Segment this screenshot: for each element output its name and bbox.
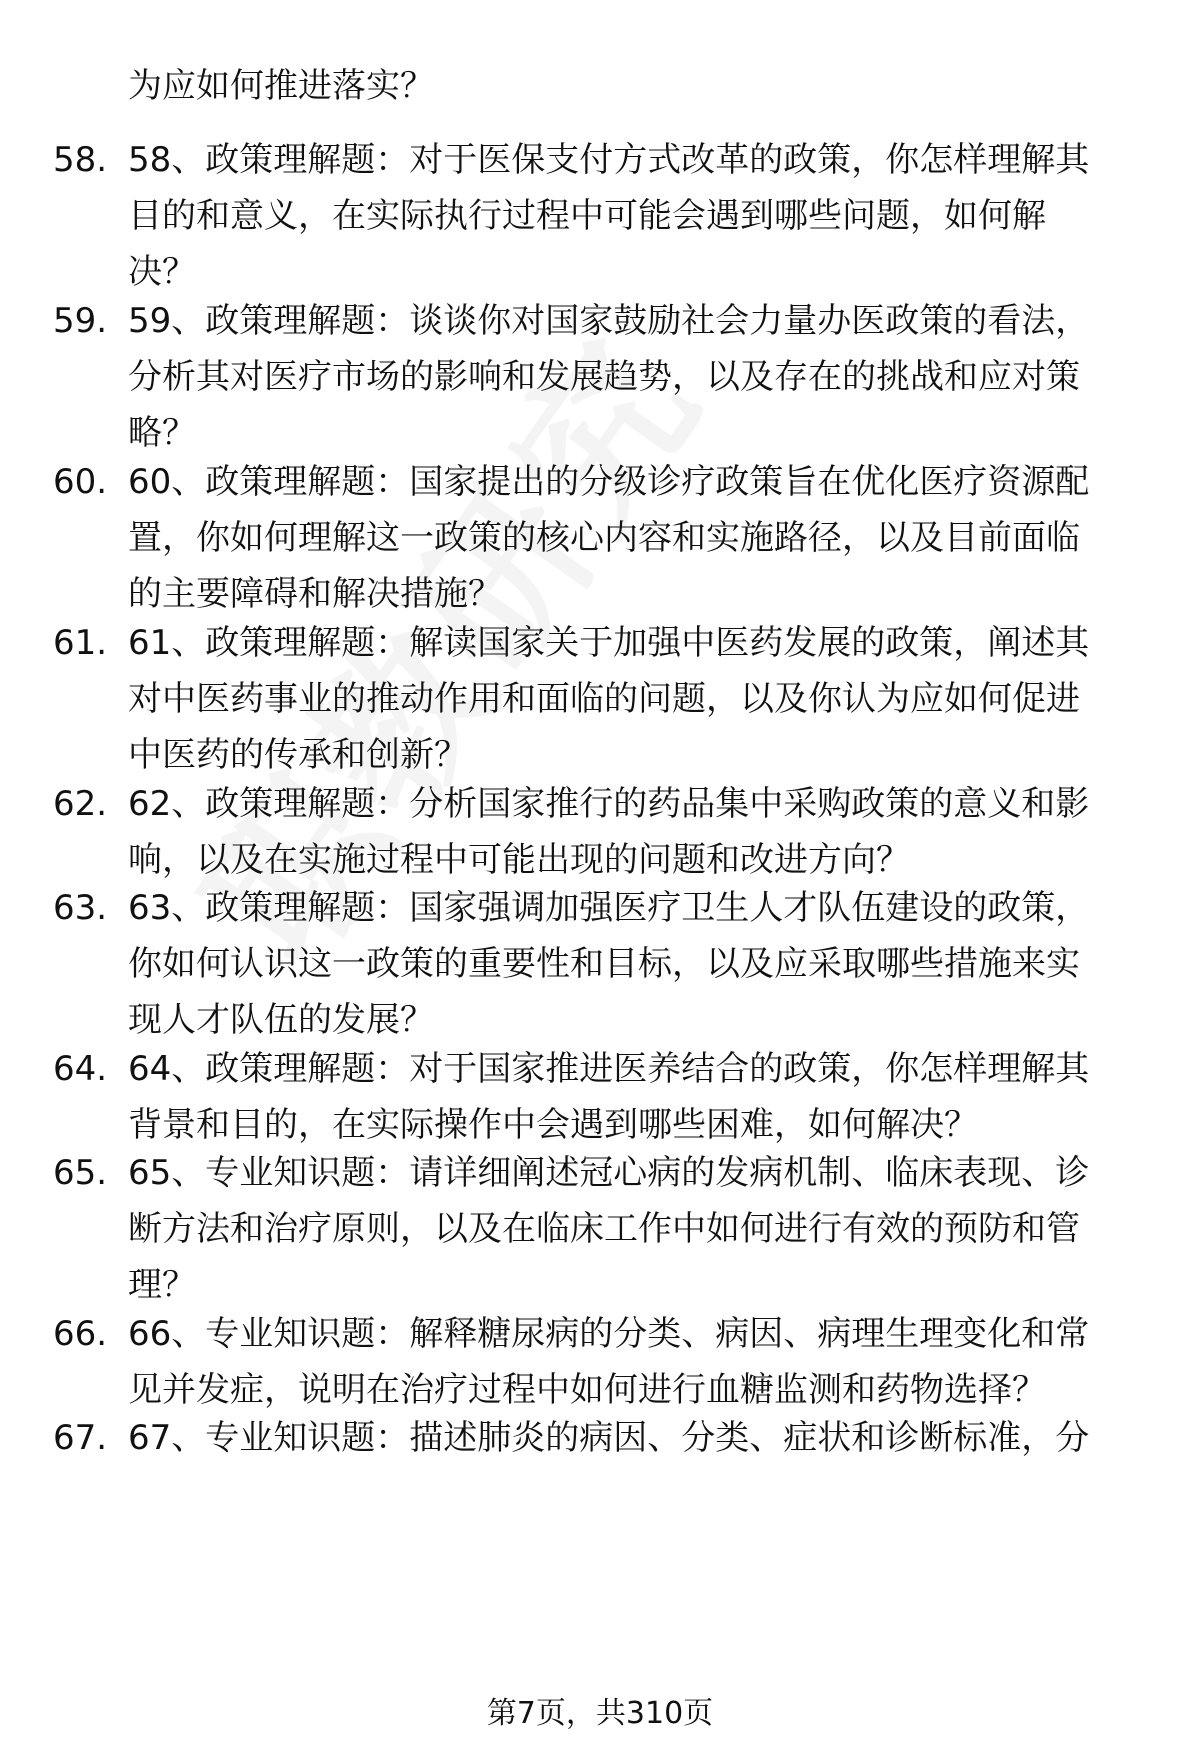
item-text	[128, 293, 1158, 461]
item-number: 60.	[53, 462, 108, 502]
item-line: 目的和意义，在实际执行过程中可能会遇到哪些问题，如何解	[128, 196, 1046, 236]
item-number: 65.	[53, 1153, 108, 1193]
item-number: 63.	[53, 888, 108, 928]
item-line: 61、政策理解题：解读国家关于加强中医药发展的政策，阐述其	[128, 623, 1090, 663]
item-line: 67、专业知识题：描述肺炎的病因、分类、症状和诊断标准，分	[128, 1418, 1090, 1458]
item-line: 63、政策理解题：国家强调加强医疗卫生人才队伍建设的政策，	[128, 888, 1090, 928]
item-number: 58.	[53, 140, 108, 180]
item-line: 置，你如何理解这一政策的核心内容和实施路径，以及目前面临	[128, 518, 1080, 558]
item-line: 见并发症，说明在治疗过程中如何进行血糖监测和药物选择？	[128, 1370, 1046, 1410]
item-line: 中医药的传承和创新？	[128, 735, 468, 775]
continued-text: 为应如何推进落实？	[128, 66, 434, 106]
item-text	[128, 776, 1158, 888]
item-line: 背景和目的，在实际操作中会遇到哪些困难，如何解决？	[128, 1105, 978, 1145]
item-number: 64.	[53, 1049, 108, 1089]
item-line: 65、专业知识题：请详细阐述冠心病的发病机制、临床表现、诊	[128, 1153, 1090, 1193]
item-number: 59.	[53, 301, 108, 341]
item-number: 67.	[53, 1418, 108, 1458]
item-line: 60、政策理解题：国家提出的分级诊疗政策旨在优化医疗资源配	[128, 462, 1090, 502]
item-text	[128, 132, 1158, 300]
item-line: 64、政策理解题：对于国家推进医养结合的政策，你怎样理解其	[128, 1049, 1090, 1089]
item-line: 分析其对医疗市场的影响和发展趋势，以及存在的挑战和应对策	[128, 357, 1080, 397]
item-line: 断方法和治疗原则，以及在临床工作中如何进行有效的预防和管	[128, 1209, 1080, 1249]
item-line: 62、政策理解题：分析国家推行的药品集中采购政策的意义和影	[128, 784, 1090, 824]
item-text	[128, 454, 1158, 622]
item-line: 响，以及在实施过程中可能出现的问题和改进方向？	[128, 840, 910, 880]
item-line: 你如何认识这一政策的重要性和目标，以及应采取哪些措施来实	[128, 944, 1080, 984]
item-number: 62.	[53, 784, 108, 824]
item-line: 59、政策理解题：谈谈你对国家鼓励社会力量办医政策的看法，	[128, 301, 1090, 341]
item-line: 对中医药事业的推动作用和面临的问题，以及你认为应如何促进	[128, 679, 1080, 719]
item-text	[128, 1041, 1158, 1153]
item-number: 61.	[53, 623, 108, 663]
item-line: 的主要障碍和解决措施？	[128, 574, 502, 614]
item-line: 66、专业知识题：解释糖尿病的分类、病因、病理生理变化和常	[128, 1314, 1090, 1354]
item-line: 理？	[128, 1265, 196, 1305]
page-footer: 第7页，共310页	[486, 1696, 714, 1731]
item-number: 66.	[53, 1314, 108, 1354]
item-text	[128, 880, 1158, 1048]
item-line: 58、政策理解题：对于医保支付方式改革的政策，你怎样理解其	[128, 140, 1090, 180]
item-line: 现人才队伍的发展？	[128, 1000, 434, 1040]
item-text	[128, 615, 1158, 783]
item-text	[128, 1145, 1158, 1313]
item-line: 略？	[128, 413, 196, 453]
item-line: 决？	[128, 252, 196, 292]
item-text	[128, 1306, 1158, 1418]
item-text	[128, 1410, 1158, 1466]
